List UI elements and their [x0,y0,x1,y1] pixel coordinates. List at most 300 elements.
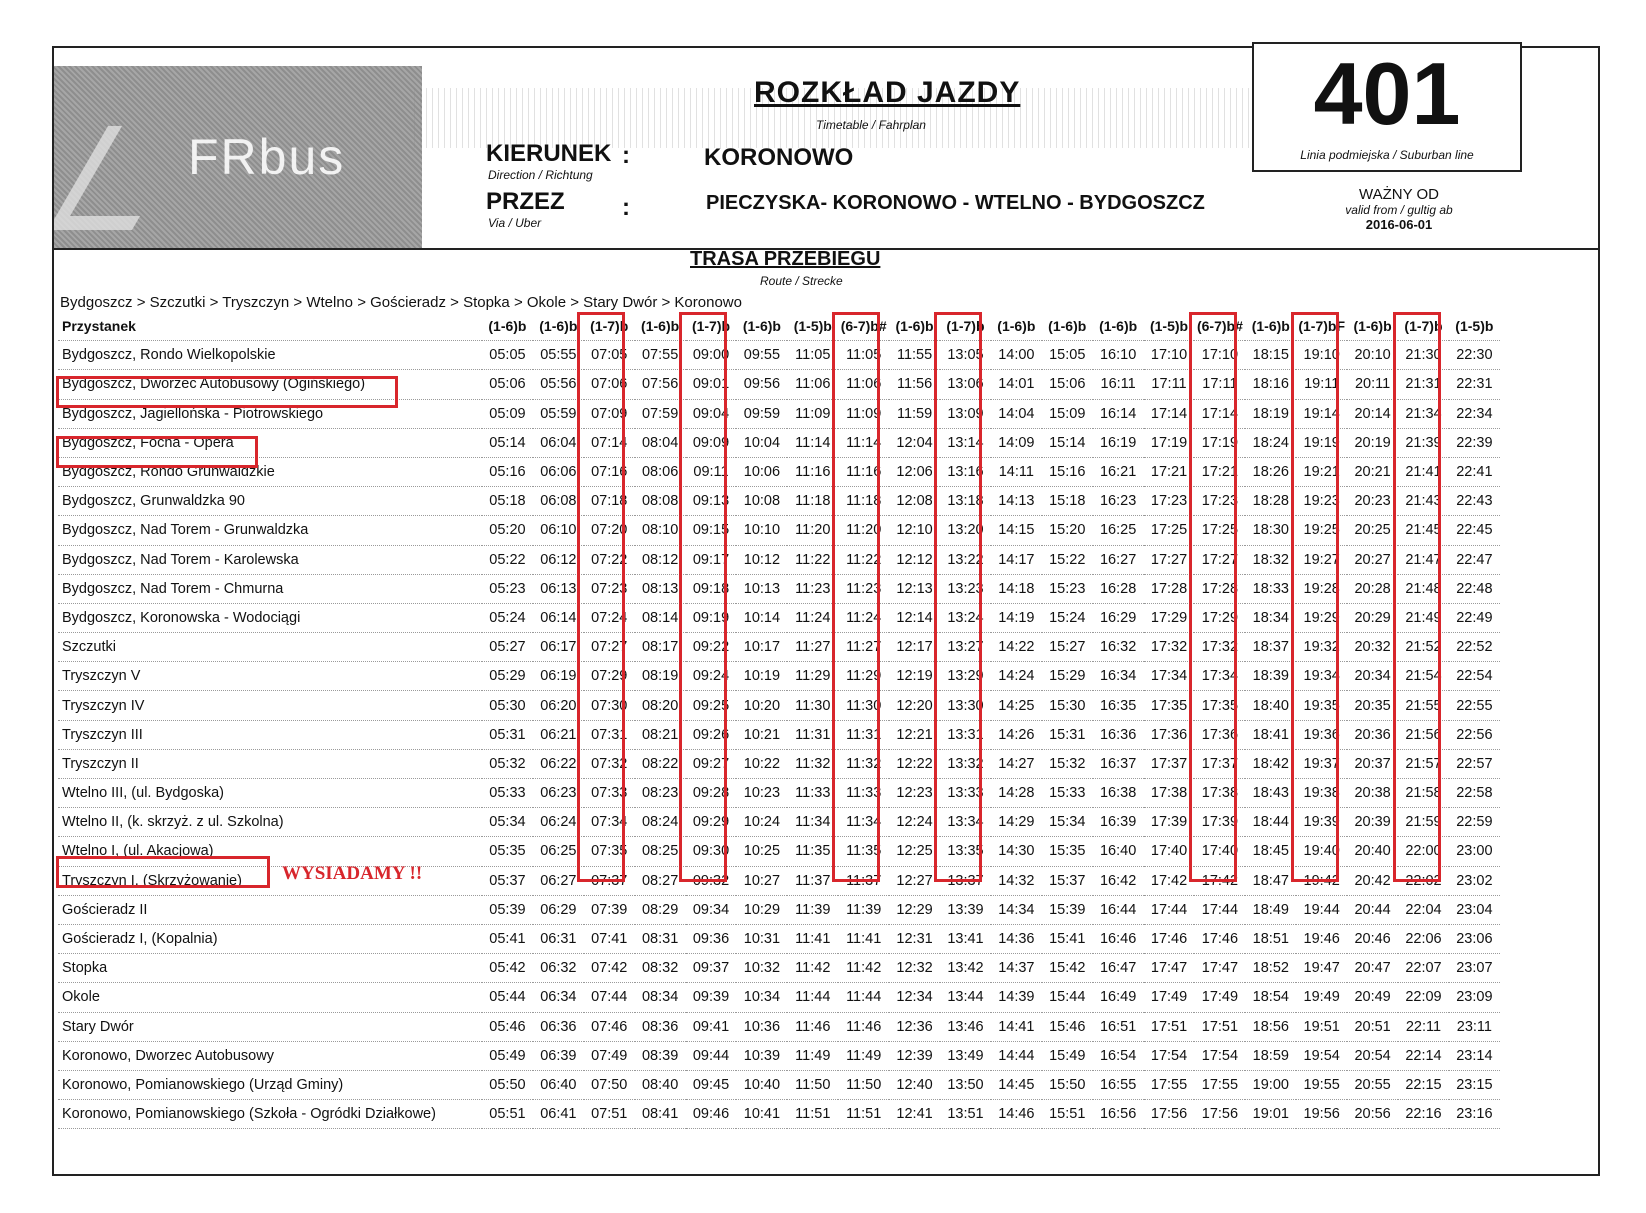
departure-time: 22:16 [1398,1100,1449,1129]
departure-time: 19:19 [1296,428,1347,457]
highlight-stop-tryszczyn-i [56,856,270,888]
table-row [58,574,1500,603]
departure-time: 05:05 [482,341,533,370]
departure-time: 05:50 [482,1070,533,1099]
departure-time: 05:09 [482,399,533,428]
stop-name: Bydgoszcz, Nad Torem - Grunwaldzka [58,516,482,545]
departure-time: 13:31 [940,720,991,749]
departure-time: 10:04 [736,428,787,457]
table-row [58,837,1500,866]
departure-time: 11:29 [787,662,838,691]
departure-time: 20:42 [1347,866,1398,895]
departure-time: 13:32 [940,749,991,778]
table-row [58,633,1500,662]
departure-time: 18:15 [1245,341,1296,370]
column-header: (1-6)b [1245,312,1296,341]
departure-time: 08:34 [635,983,686,1012]
departure-time: 10:19 [736,662,787,691]
departure-time: 06:32 [533,954,584,983]
departure-time: 21:57 [1398,749,1449,778]
departure-time: 16:35 [1093,691,1144,720]
table-row [58,691,1500,720]
departure-time: 12:29 [889,895,940,924]
departure-time: 13:51 [940,1100,991,1129]
stop-name: Bydgoszcz, Focha - Opera [58,428,482,457]
departure-time: 07:18 [584,487,635,516]
table-row [58,866,1500,895]
departure-time: 09:18 [686,574,737,603]
departure-time: 08:40 [635,1070,686,1099]
departure-time: 23:16 [1449,1100,1500,1129]
departure-time: 21:45 [1398,516,1449,545]
departure-time: 18:34 [1245,603,1296,632]
departure-time: 16:27 [1093,545,1144,574]
departure-time: 21:31 [1398,370,1449,399]
departure-time: 09:41 [686,1012,737,1041]
departure-time: 21:56 [1398,720,1449,749]
departure-time: 07:59 [635,399,686,428]
column-header: (1-7)b [584,312,635,341]
departure-time: 21:49 [1398,603,1449,632]
departure-time: 07:20 [584,516,635,545]
departure-time: 20:10 [1347,341,1398,370]
departure-time: 07:42 [584,954,635,983]
departure-time: 15:41 [1042,924,1093,953]
departure-time: 12:34 [889,983,940,1012]
column-header: (1-6)b [736,312,787,341]
departure-time: 05:20 [482,516,533,545]
column-header: (1-6)b [482,312,533,341]
departure-time: 23:07 [1449,954,1500,983]
via-colon: : [622,194,630,221]
valid-from [1284,186,1514,232]
stop-column-header: Przystanek [58,312,482,341]
departure-time: 06:22 [533,749,584,778]
departure-time: 11:09 [787,399,838,428]
departure-time: 06:20 [533,691,584,720]
departure-time: 17:14 [1194,399,1245,428]
departure-time: 11:22 [787,545,838,574]
departure-time: 11:05 [838,341,889,370]
via-label: PRZEZ [486,188,565,215]
departure-time: 08:19 [635,662,686,691]
departure-time: 11:24 [787,603,838,632]
departure-time: 07:32 [584,749,635,778]
departure-time: 17:32 [1194,633,1245,662]
departure-time: 18:33 [1245,574,1296,603]
column-header: (1-6)b [635,312,686,341]
departure-time: 07:49 [584,1041,635,1070]
departure-time: 19:01 [1245,1100,1296,1129]
departure-time: 05:06 [482,370,533,399]
departure-time: 10:24 [736,808,787,837]
departure-time: 22:00 [1398,837,1449,866]
departure-time: 15:33 [1042,779,1093,808]
departure-time: 09:22 [686,633,737,662]
departure-time: 08:24 [635,808,686,837]
departure-time: 08:21 [635,720,686,749]
departure-time: 19:10 [1296,341,1347,370]
table-row [58,983,1500,1012]
table-row [58,924,1500,953]
table-row [58,720,1500,749]
departure-time: 13:06 [940,370,991,399]
stop-name: Tryszczyn II [58,749,482,778]
table-row [58,779,1500,808]
stop-name: Stary Dwór [58,1012,482,1041]
column-header: (1-6)b [533,312,584,341]
departure-time: 16:32 [1093,633,1144,662]
departure-time: 11:51 [787,1100,838,1129]
departure-time: 09:25 [686,691,737,720]
table-header-row [58,312,1500,341]
departure-time: 05:49 [482,1041,533,1070]
highlight-column-box [934,312,982,882]
departure-time: 17:51 [1194,1012,1245,1041]
departure-time: 11:05 [787,341,838,370]
departure-time: 19:42 [1296,866,1347,895]
departure-time: 07:23 [584,574,635,603]
departure-time: 14:19 [991,603,1042,632]
departure-time: 10:39 [736,1041,787,1070]
departure-time: 08:17 [635,633,686,662]
departure-time: 15:29 [1042,662,1093,691]
logo-text: FRbus [188,129,346,185]
departure-time: 17:42 [1144,866,1195,895]
departure-time: 09:01 [686,370,737,399]
departure-time: 16:44 [1093,895,1144,924]
departure-time: 12:39 [889,1041,940,1070]
departure-time: 23:00 [1449,837,1500,866]
departure-time: 11:31 [838,720,889,749]
table-row [58,1012,1500,1041]
departure-time: 09:36 [686,924,737,953]
departure-time: 20:55 [1347,1070,1398,1099]
departure-time: 05:39 [482,895,533,924]
departure-time: 19:51 [1296,1012,1347,1041]
departure-time: 06:08 [533,487,584,516]
departure-time: 09:56 [736,370,787,399]
departure-time: 14:00 [991,341,1042,370]
departure-time: 20:25 [1347,516,1398,545]
departure-time: 11:35 [838,837,889,866]
departure-time: 09:34 [686,895,737,924]
departure-time: 14:15 [991,516,1042,545]
departure-time: 21:58 [1398,779,1449,808]
direction-value: KORONOWO [704,144,854,171]
departure-time: 20:54 [1347,1041,1398,1070]
route-description: Bydgoszcz > Szczutki > Tryszczyn > Wtelno > Gościeradz > Stopka > Okole > Stary Dwór > Koronowo [60,294,742,311]
departure-time: 14:17 [991,545,1042,574]
departure-time: 15:39 [1042,895,1093,924]
departure-time: 08:39 [635,1041,686,1070]
departure-time: 09:19 [686,603,737,632]
departure-time: 15:09 [1042,399,1093,428]
departure-time: 20:37 [1347,749,1398,778]
departure-time: 16:46 [1093,924,1144,953]
departure-time: 13:37 [940,866,991,895]
departure-time: 05:37 [482,866,533,895]
departure-time: 06:14 [533,603,584,632]
departure-time: 14:13 [991,487,1042,516]
departure-time: 14:34 [991,895,1042,924]
stop-name: Koronowo, Dworzec Autobusowy [58,1041,482,1070]
departure-time: 12:36 [889,1012,940,1041]
departure-time: 12:13 [889,574,940,603]
departure-time: 07:29 [584,662,635,691]
departure-time: 10:08 [736,487,787,516]
frbus-logo [54,66,422,250]
departure-time: 15:18 [1042,487,1093,516]
departure-time: 08:04 [635,428,686,457]
departure-time: 10:22 [736,749,787,778]
departure-time: 17:32 [1144,633,1195,662]
departure-time: 17:19 [1194,428,1245,457]
departure-time: 21:52 [1398,633,1449,662]
valid-sub: valid from / gultig ab [1345,203,1453,217]
departure-time: 16:42 [1093,866,1144,895]
departure-time: 19:35 [1296,691,1347,720]
departure-time: 14:39 [991,983,1042,1012]
departure-time: 20:29 [1347,603,1398,632]
departure-time: 17:19 [1144,428,1195,457]
departure-time: 14:45 [991,1070,1042,1099]
departure-time: 22:54 [1449,662,1500,691]
departure-time: 09:32 [686,866,737,895]
departure-time: 17:49 [1144,983,1195,1012]
column-header: (1-7)b [686,312,737,341]
departure-time: 14:28 [991,779,1042,808]
departure-time: 21:39 [1398,428,1449,457]
departure-time: 15:22 [1042,545,1093,574]
departure-time: 19:14 [1296,399,1347,428]
departure-time: 11:16 [838,457,889,486]
departure-time: 14:41 [991,1012,1042,1041]
departure-time: 16:54 [1093,1041,1144,1070]
departure-time: 18:51 [1245,924,1296,953]
departure-time: 06:29 [533,895,584,924]
departure-time: 17:39 [1194,808,1245,837]
departure-time: 16:55 [1093,1070,1144,1099]
departure-time: 16:23 [1093,487,1144,516]
table-row [58,895,1500,924]
column-header: (1-6)b [1042,312,1093,341]
table-row [58,1070,1500,1099]
departure-time: 19:00 [1245,1070,1296,1099]
departure-time: 11:23 [838,574,889,603]
departure-time: 07:27 [584,633,635,662]
departure-time: 17:11 [1144,370,1195,399]
stop-name: Wtelno II, (k. skrzyż. z ul. Szkolna) [58,808,482,837]
departure-time: 17:44 [1144,895,1195,924]
departure-time: 17:10 [1194,341,1245,370]
departure-time: 10:21 [736,720,787,749]
departure-time: 20:39 [1347,808,1398,837]
departure-time: 06:04 [533,428,584,457]
highlight-column-box [832,312,880,882]
departure-time: 11:41 [787,924,838,953]
departure-time: 15:24 [1042,603,1093,632]
departure-time: 17:25 [1144,516,1195,545]
stop-name: Wtelno I, (ul. Akacjowa) [58,837,482,866]
departure-time: 22:41 [1449,457,1500,486]
departure-time: 17:38 [1194,779,1245,808]
departure-time: 17:56 [1144,1100,1195,1129]
departure-time: 19:28 [1296,574,1347,603]
departure-time: 17:29 [1144,603,1195,632]
departure-time: 19:11 [1296,370,1347,399]
departure-time: 23:14 [1449,1041,1500,1070]
departure-time: 11:37 [787,866,838,895]
departure-time: 11:14 [787,428,838,457]
departure-time: 15:05 [1042,341,1093,370]
departure-time: 19:36 [1296,720,1347,749]
departure-time: 09:09 [686,428,737,457]
departure-time: 07:41 [584,924,635,953]
departure-time: 17:40 [1194,837,1245,866]
departure-time: 22:31 [1449,370,1500,399]
departure-time: 05:30 [482,691,533,720]
stop-name: Bydgoszcz, Grunwaldzka 90 [58,487,482,516]
departure-time: 18:37 [1245,633,1296,662]
departure-time: 17:46 [1144,924,1195,953]
departure-time: 18:56 [1245,1012,1296,1041]
table-row [58,808,1500,837]
departure-time: 07:06 [584,370,635,399]
departure-time: 23:02 [1449,866,1500,895]
departure-time: 19:38 [1296,779,1347,808]
departure-time: 14:36 [991,924,1042,953]
route-title: TRASA PRZEBIEGU [690,248,881,270]
departure-time: 08:20 [635,691,686,720]
departure-time: 22:34 [1449,399,1500,428]
departure-time: 10:12 [736,545,787,574]
table-row [58,545,1500,574]
departure-time: 17:28 [1144,574,1195,603]
departure-time: 20:44 [1347,895,1398,924]
departure-time: 21:47 [1398,545,1449,574]
departure-time: 13:44 [940,983,991,1012]
departure-time: 15:49 [1042,1041,1093,1070]
departure-time: 10:14 [736,603,787,632]
departure-time: 17:28 [1194,574,1245,603]
departure-time: 15:20 [1042,516,1093,545]
column-header: (1-7)b [1398,312,1449,341]
departure-time: 18:42 [1245,749,1296,778]
departure-time: 10:20 [736,691,787,720]
departure-time: 12:06 [889,457,940,486]
departure-time: 19:56 [1296,1100,1347,1129]
departure-time: 06:24 [533,808,584,837]
departure-time: 09:29 [686,808,737,837]
departure-time: 17:14 [1144,399,1195,428]
departure-time: 20:23 [1347,487,1398,516]
departure-time: 06:34 [533,983,584,1012]
departure-time: 05:33 [482,779,533,808]
departure-time: 20:51 [1347,1012,1398,1041]
departure-time: 17:54 [1144,1041,1195,1070]
departure-time: 07:34 [584,808,635,837]
stop-name: Tryszczyn V [58,662,482,691]
departure-time: 22:55 [1449,691,1500,720]
exit-here-note: WYSIADAMY !! [282,863,423,884]
departure-time: 11:35 [787,837,838,866]
table-row [58,487,1500,516]
departure-time: 22:56 [1449,720,1500,749]
departure-time: 19:21 [1296,457,1347,486]
departure-time: 09:13 [686,487,737,516]
departure-time: 17:27 [1144,545,1195,574]
departure-time: 15:23 [1042,574,1093,603]
departure-time: 09:15 [686,516,737,545]
departure-time: 15:42 [1042,954,1093,983]
departure-time: 15:34 [1042,808,1093,837]
departure-time: 15:14 [1042,428,1093,457]
departure-time: 20:32 [1347,633,1398,662]
departure-time: 10:40 [736,1070,787,1099]
departure-time: 10:32 [736,954,787,983]
departure-time: 19:46 [1296,924,1347,953]
departure-time: 06:41 [533,1100,584,1129]
departure-time: 22:09 [1398,983,1449,1012]
departure-time: 20:11 [1347,370,1398,399]
departure-time: 22:04 [1398,895,1449,924]
departure-time: 11:32 [838,749,889,778]
departure-time: 13:24 [940,603,991,632]
departure-time: 08:31 [635,924,686,953]
departure-time: 08:22 [635,749,686,778]
stop-name: Gościeradz I, (Kopalnia) [58,924,482,953]
departure-time: 05:22 [482,545,533,574]
departure-time: 12:23 [889,779,940,808]
departure-time: 12:41 [889,1100,940,1129]
departure-time: 22:39 [1449,428,1500,457]
departure-time: 13:27 [940,633,991,662]
departure-time: 18:43 [1245,779,1296,808]
departure-time: 19:54 [1296,1041,1347,1070]
departure-time: 20:35 [1347,691,1398,720]
departure-time: 18:26 [1245,457,1296,486]
departure-time: 21:41 [1398,457,1449,486]
departure-time: 17:11 [1194,370,1245,399]
departure-time: 17:35 [1144,691,1195,720]
table-row [58,457,1500,486]
highlight-column-box [577,312,625,882]
departure-time: 07:35 [584,837,635,866]
line-caption: Linia podmiejska / Suburban line [1300,148,1474,162]
departure-time: 05:32 [482,749,533,778]
departure-time: 23:04 [1449,895,1500,924]
departure-time: 06:40 [533,1070,584,1099]
direction-colon: : [622,142,630,169]
departure-time: 17:29 [1194,603,1245,632]
departure-time: 11:30 [787,691,838,720]
departure-time: 16:25 [1093,516,1144,545]
stop-name: Okole [58,983,482,1012]
departure-time: 13:29 [940,662,991,691]
departure-time: 20:34 [1347,662,1398,691]
valid-date: 2016-06-01 [1365,217,1433,232]
departure-time: 13:42 [940,954,991,983]
departure-time: 19:32 [1296,633,1347,662]
departure-time: 17:55 [1194,1070,1245,1099]
departure-time: 16:10 [1093,341,1144,370]
via-sub: Via / Uber [488,216,542,230]
departure-time: 10:23 [736,779,787,808]
line-number-box [1252,42,1522,172]
stop-name: Bydgoszcz, Rondo Grunwaldzkie [58,457,482,486]
departure-time: 11:55 [889,341,940,370]
